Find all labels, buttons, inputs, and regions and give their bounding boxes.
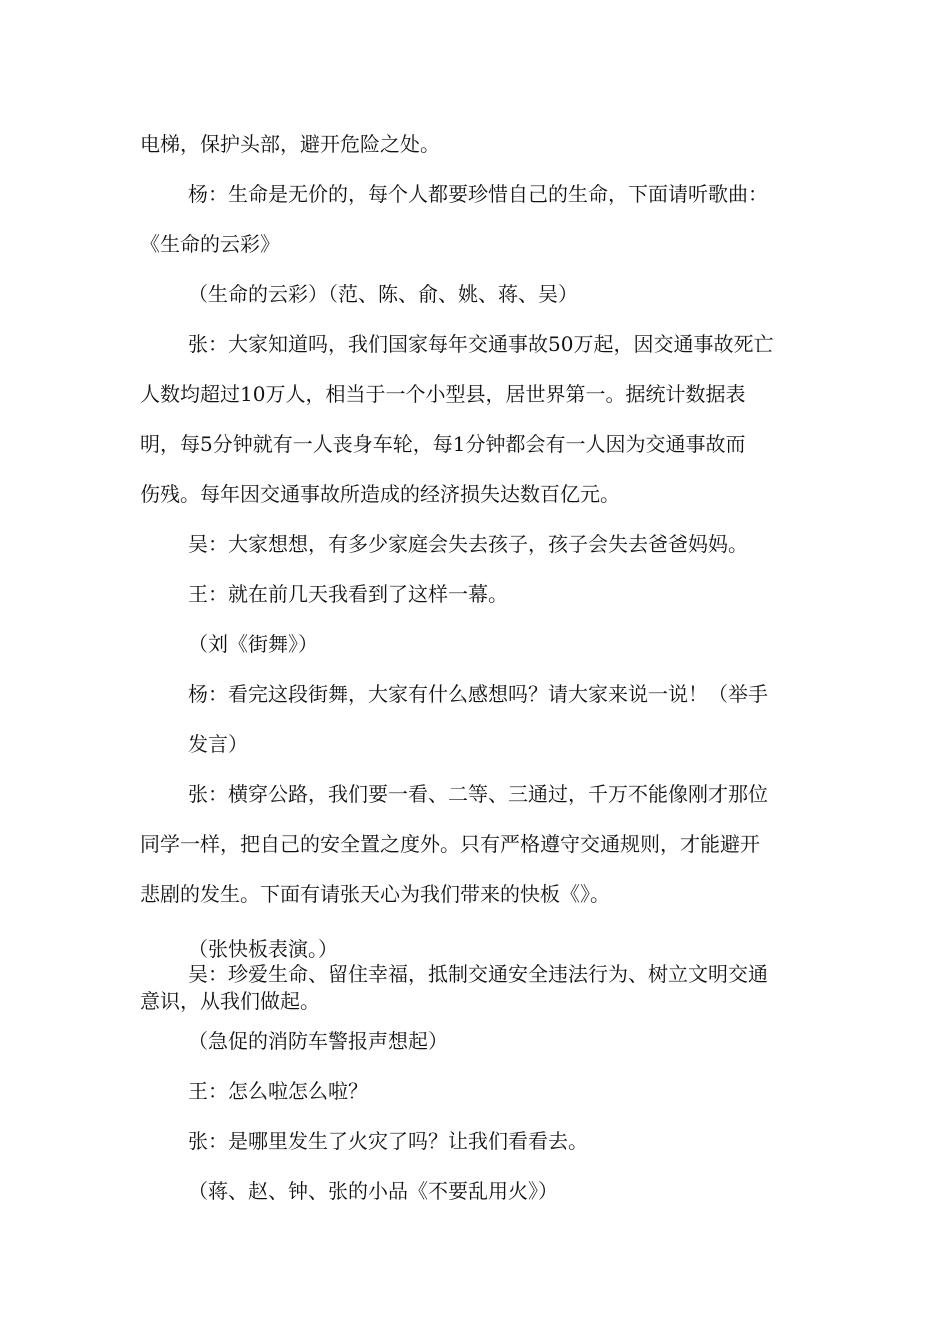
text-line: （刘《街舞》） [188,632,318,656]
text-line: （生命的云彩）（范、陈、俞、姚、蒋、吴） [188,282,578,306]
paragraph-wang-whats-wrong [140,1066,820,1116]
text-line: 意识，从我们做起。 [140,989,320,1013]
text-line: 张：大家知道吗，我们国家每年交通事故50万起，因交通事故死亡 [188,332,774,356]
text-line: 明，每5分钟就有一人丧身车轮，每1分钟都会有一人因为交通事故而 [140,432,746,456]
text-line: 《生命的云彩》 [140,232,280,256]
paragraph-stage-direction-skit [140,1166,820,1216]
text-line: （张快板表演。） [188,937,338,961]
paragraph-zhang-traffic-stats [140,319,820,519]
text-line: 吴：大家想想，有多少家庭会失去孩子，孩子会失去爸爸妈妈。 [188,532,748,556]
paragraph-wang-scene [140,569,820,619]
paragraph-continuation [140,119,820,169]
text-line: 王：就在前几天我看到了这样一幕。 [188,582,508,606]
text-line: 悲剧的发生。下面有请张天心为我们带来的快板《》。 [140,882,610,906]
paragraph-stage-direction-siren [140,1016,820,1066]
text-line: 吴：珍爱生命、留住幸福，抵制交通安全违法行为、树立文明交通 [188,962,768,986]
paragraph-stage-direction-kuaiban [140,936,820,963]
paragraph-yang-thoughts [140,669,820,769]
text-line: 同学一样，把自己的安全置之度外。只有严格遵守交通规则，才能避开 [140,832,760,856]
text-line: 王：怎么啦怎么啦？ [188,1079,368,1103]
text-line: 电梯，保护头部，避开危险之处。 [140,132,440,156]
text-line: 张：横穿公路，我们要一看、二等、三通过，千万不能像刚才那位 [188,782,768,806]
paragraph-stage-direction-dance [140,619,820,669]
paragraph-yang-song-intro [140,169,820,269]
text-line: 人数均超过10万人，相当于一个小型县，居世界第一。据统计数据表 [140,382,746,406]
text-line: 张：是哪里发生了火灾了吗？让我们看看去。 [188,1129,588,1153]
text-line: 杨：生命是无价的，每个人都要珍惜自己的生命，下面请听歌曲： [188,182,768,206]
paragraph-stage-direction-song [140,269,820,319]
text-line: （蒋、赵、钟、张的小品《不要乱用火》） [188,1179,558,1203]
text-line: 杨：看完这段街舞，大家有什么感想吗？请大家来说一说！（举手 [188,682,768,706]
text-line: （急促的消防车警报声想起） [188,1029,448,1053]
text-line: 发言） [188,732,248,756]
paragraph-wu-cherish-life [140,961,820,1015]
text-line: 伤残。每年因交通事故所造成的经济损失达数百亿元。 [140,482,620,506]
paragraph-zhang-crossing [140,769,820,919]
paragraph-wu-families [140,519,820,569]
paragraph-zhang-fire [140,1116,820,1166]
